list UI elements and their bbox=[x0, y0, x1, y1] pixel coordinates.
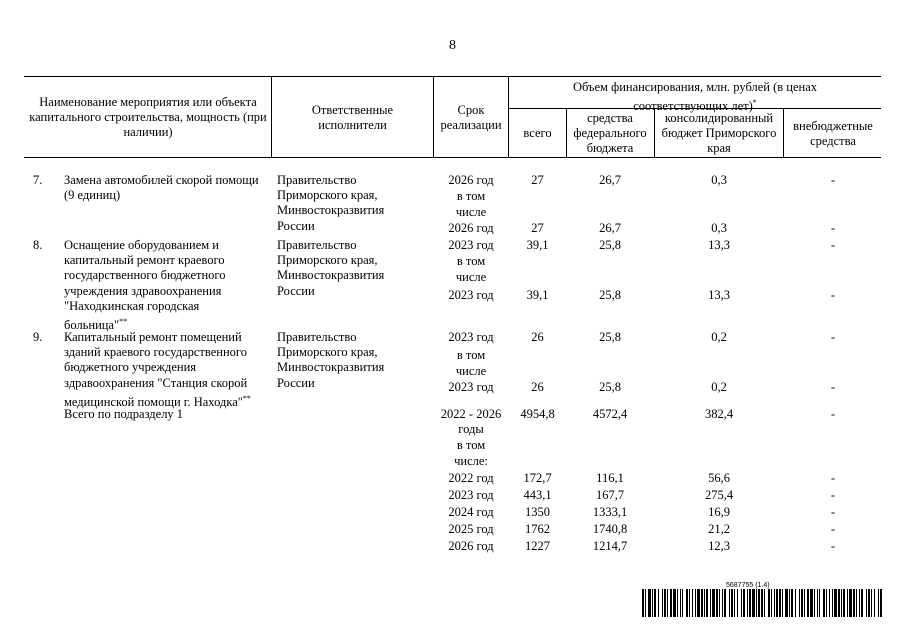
barcode-bar bbox=[741, 589, 742, 617]
barcode-bar bbox=[859, 589, 860, 617]
period-cell: годы bbox=[458, 422, 484, 436]
header-period: Срок реализации bbox=[440, 103, 502, 132]
row-name bbox=[64, 330, 264, 410]
barcode-bar bbox=[704, 589, 705, 617]
barcode-bar bbox=[662, 589, 663, 617]
period-cell: 2026 год bbox=[448, 539, 494, 553]
regional-cell: 12,3 bbox=[708, 539, 730, 553]
offbudget-cell: - bbox=[830, 288, 836, 302]
col-divider-6 bbox=[783, 108, 784, 157]
row-name-footnote: ** bbox=[242, 393, 251, 403]
row-executors: Правительство Приморского края, Минвостокразвития России bbox=[277, 238, 385, 298]
period-cell: в том bbox=[456, 438, 486, 452]
col-divider-1 bbox=[271, 76, 272, 157]
total-cell: 1350 bbox=[525, 505, 550, 519]
barcode-bar bbox=[658, 589, 659, 617]
regional-cell: 0,2 bbox=[711, 330, 727, 344]
barcode-bar bbox=[758, 589, 760, 617]
header-total: всего bbox=[523, 126, 552, 140]
barcode-bar bbox=[807, 589, 809, 617]
period-cell: 2023 год bbox=[448, 330, 494, 344]
barcode-bar bbox=[841, 589, 842, 617]
barcode-bar bbox=[819, 589, 820, 617]
federal-cell: 26,7 bbox=[599, 173, 621, 187]
barcode-bar bbox=[817, 589, 818, 617]
barcode-bar bbox=[799, 589, 800, 617]
barcode-bar bbox=[752, 589, 755, 617]
barcode-bar bbox=[810, 589, 813, 617]
barcode-bar bbox=[743, 589, 745, 617]
barcode-bar bbox=[716, 589, 718, 617]
total-cell: 27 bbox=[531, 221, 544, 235]
barcode-bar bbox=[861, 589, 863, 617]
period-cell: в том bbox=[456, 348, 486, 362]
offbudget-cell: - bbox=[830, 505, 836, 519]
offbudget-cell: - bbox=[830, 488, 836, 502]
barcode-bar bbox=[838, 589, 840, 617]
period-cell: 2023 год bbox=[448, 238, 494, 252]
barcode-bar bbox=[729, 589, 730, 617]
barcode-bar bbox=[776, 589, 778, 617]
barcode-bar bbox=[682, 589, 683, 617]
barcode-bar bbox=[719, 589, 720, 617]
row-name-text: Капитальный ремонт помещений зданий краевого государственного бюджетного учреждения здравоохранения "Станция скорой медицинской помощи г. Находка" bbox=[64, 330, 248, 409]
regional-cell: 382,4 bbox=[704, 407, 734, 421]
offbudget-cell: - bbox=[830, 522, 836, 536]
total-cell: 443,1 bbox=[523, 488, 552, 502]
total-cell: 172,7 bbox=[523, 471, 552, 485]
header-name: Наименование мероприятия или объекта капитального строительства, мощность (при наличии) bbox=[29, 95, 267, 139]
barcode-bar bbox=[747, 589, 748, 617]
barcode-bar bbox=[795, 589, 796, 617]
total-cell: 1227 bbox=[525, 539, 550, 553]
barcode-bar bbox=[761, 589, 763, 617]
barcode-bar bbox=[673, 589, 676, 617]
offbudget-cell: - bbox=[830, 221, 836, 235]
barcode-bar bbox=[680, 589, 681, 617]
barcode-bar bbox=[642, 589, 644, 617]
row-number: 7. bbox=[33, 173, 43, 187]
period-cell: 2022 год bbox=[448, 471, 494, 485]
federal-cell: 4572,4 bbox=[592, 407, 628, 421]
federal-cell: 26,7 bbox=[599, 221, 621, 235]
regional-cell: 275,4 bbox=[704, 488, 734, 502]
barcode-bar bbox=[734, 589, 735, 617]
barcode-bar bbox=[764, 589, 765, 617]
barcode-bar bbox=[654, 589, 656, 617]
barcode-bar bbox=[768, 589, 770, 617]
barcode-bar bbox=[782, 589, 783, 617]
period-cell: числе: bbox=[454, 454, 488, 468]
barcode-bar bbox=[648, 589, 651, 617]
barcode-bar bbox=[712, 589, 715, 617]
federal-cell: 1214,7 bbox=[592, 539, 628, 553]
header-bottom-border bbox=[24, 157, 881, 158]
barcode-bar bbox=[664, 589, 666, 617]
period-cell: 2025 год bbox=[448, 522, 494, 536]
period-cell: 2022 - 2026 bbox=[440, 407, 502, 421]
regional-cell: 13,3 bbox=[708, 288, 730, 302]
barcode-bar bbox=[849, 589, 852, 617]
barcode-bar bbox=[856, 589, 857, 617]
barcode-bar bbox=[692, 589, 693, 617]
barcode-bar bbox=[874, 589, 875, 617]
federal-cell: 1740,8 bbox=[592, 522, 628, 536]
period-cell: 2023 год bbox=[448, 288, 494, 302]
barcode-bar bbox=[829, 589, 830, 617]
barcode-bar bbox=[832, 589, 833, 617]
barcode-bar bbox=[823, 589, 825, 617]
barcode-bar bbox=[779, 589, 781, 617]
period-cell: 2023 год bbox=[448, 488, 494, 502]
barcode-bar bbox=[785, 589, 788, 617]
offbudget-cell: - bbox=[830, 380, 836, 394]
barcode-bar bbox=[731, 589, 733, 617]
barcode-bar bbox=[756, 589, 757, 617]
total-cell: 26 bbox=[531, 380, 544, 394]
period-cell: 2026 год bbox=[448, 173, 494, 187]
barcode-bar bbox=[701, 589, 703, 617]
barcode-bar bbox=[847, 589, 848, 617]
barcode-bar bbox=[645, 589, 646, 617]
regional-cell: 0,3 bbox=[711, 173, 727, 187]
regional-cell: 13,3 bbox=[708, 238, 730, 252]
federal-cell: 25,8 bbox=[599, 380, 621, 394]
barcode-bar bbox=[749, 589, 751, 617]
barcode-bar bbox=[706, 589, 708, 617]
regional-cell: 16,9 bbox=[708, 505, 730, 519]
total-cell: 27 bbox=[531, 173, 544, 187]
federal-cell: 167,7 bbox=[595, 488, 625, 502]
period-cell: в том bbox=[456, 189, 486, 203]
row-number: 8. bbox=[33, 238, 43, 252]
federal-cell: 116,1 bbox=[596, 471, 624, 485]
barcode-bar bbox=[868, 589, 870, 617]
header-funding-label: Объем финансирования, млн. рублей (в ценах соответствующих лет) bbox=[572, 80, 818, 114]
period-cell: в том bbox=[456, 254, 486, 268]
barcode-bar bbox=[871, 589, 872, 617]
barcode-bar bbox=[686, 589, 688, 617]
col-divider-5 bbox=[654, 108, 655, 157]
barcode-bar bbox=[689, 589, 690, 617]
row-name-footnote: ** bbox=[119, 317, 128, 327]
row-name bbox=[64, 238, 264, 333]
offbudget-cell: - bbox=[830, 173, 836, 187]
period-cell: 2023 год bbox=[448, 380, 494, 394]
barcode-text: 5687755 (1.4) bbox=[726, 582, 770, 589]
barcode-bar bbox=[695, 589, 696, 617]
offbudget-cell: - bbox=[830, 238, 836, 252]
total-cell: 1762 bbox=[525, 522, 550, 536]
header-executors: Ответственные исполнители bbox=[311, 103, 394, 132]
federal-cell: 25,8 bbox=[599, 288, 621, 302]
header-regional: консолидированный бюджет Приморского края bbox=[661, 111, 777, 155]
barcode-bar bbox=[853, 589, 855, 617]
barcode-bar bbox=[652, 589, 653, 617]
barcode-bar bbox=[677, 589, 678, 617]
barcode-bar bbox=[843, 589, 845, 617]
offbudget-cell: - bbox=[830, 330, 836, 344]
table-top-border bbox=[24, 76, 881, 77]
col-divider-3 bbox=[508, 76, 509, 157]
regional-cell: 21,2 bbox=[708, 522, 730, 536]
subtotal-label: Всего по подразделу 1 bbox=[64, 407, 184, 421]
federal-cell: 25,8 bbox=[599, 238, 621, 252]
header-funding-group bbox=[570, 80, 820, 114]
total-cell: 39,1 bbox=[526, 288, 549, 302]
barcode-bar bbox=[771, 589, 772, 617]
offbudget-cell: - bbox=[830, 539, 836, 553]
row-executors: Правительство Приморского края, Минвостокразвития России bbox=[277, 330, 385, 390]
regional-cell: 56,6 bbox=[708, 471, 730, 485]
federal-cell: 25,8 bbox=[599, 330, 621, 344]
total-cell: 26 bbox=[531, 330, 544, 344]
barcode-bar bbox=[667, 589, 668, 617]
row-number: 9. bbox=[33, 330, 43, 344]
barcode-bar bbox=[670, 589, 672, 617]
period-cell: 2024 год bbox=[448, 505, 494, 519]
page-number: 8 bbox=[449, 38, 456, 53]
barcode-bar bbox=[697, 589, 700, 617]
barcode-bar bbox=[866, 589, 867, 617]
row-executors: Правительство Приморского края, Минвостокразвития России bbox=[277, 173, 385, 233]
col-divider-4 bbox=[566, 108, 567, 157]
row-name-text: Оснащение оборудованием и капитальный ремонт краевого государственного бюджетного учреждения здравоохранения "Находкинская городская больница" bbox=[64, 238, 226, 333]
barcode-bar bbox=[722, 589, 723, 617]
total-cell: 39,1 bbox=[526, 238, 549, 252]
col-divider-2 bbox=[433, 76, 434, 157]
barcode-bar bbox=[724, 589, 726, 617]
barcode-icon bbox=[642, 589, 882, 617]
header-federal: средства федерального бюджета bbox=[573, 111, 647, 155]
regional-cell: 0,3 bbox=[711, 221, 727, 235]
barcode-bar bbox=[791, 589, 793, 617]
barcode-bar bbox=[804, 589, 805, 617]
offbudget-cell: - bbox=[830, 471, 836, 485]
period-cell: числе bbox=[455, 270, 487, 284]
header-offbudget: внебюджетные средства bbox=[793, 119, 873, 148]
barcode-bar bbox=[880, 589, 882, 617]
barcode-bar bbox=[826, 589, 827, 617]
period-cell: числе bbox=[455, 364, 487, 378]
barcode-bar bbox=[814, 589, 815, 617]
period-cell: числе bbox=[455, 205, 487, 219]
offbudget-cell: - bbox=[830, 407, 836, 421]
total-cell: 4954,8 bbox=[520, 407, 555, 421]
barcode-bar bbox=[834, 589, 837, 617]
row-name: Замена автомобилей скорой помощи (9 единиц) bbox=[64, 173, 259, 203]
barcode-bar bbox=[710, 589, 711, 617]
barcode-bar bbox=[878, 589, 879, 617]
federal-cell: 1333,1 bbox=[592, 505, 628, 519]
regional-cell: 0,2 bbox=[711, 380, 727, 394]
barcode-bar bbox=[737, 589, 738, 617]
barcode-bar bbox=[789, 589, 790, 617]
barcode-bar bbox=[801, 589, 803, 617]
period-cell: 2026 год bbox=[448, 221, 494, 235]
barcode-bar bbox=[774, 589, 775, 617]
header-funding-footnote: * bbox=[752, 98, 757, 107]
